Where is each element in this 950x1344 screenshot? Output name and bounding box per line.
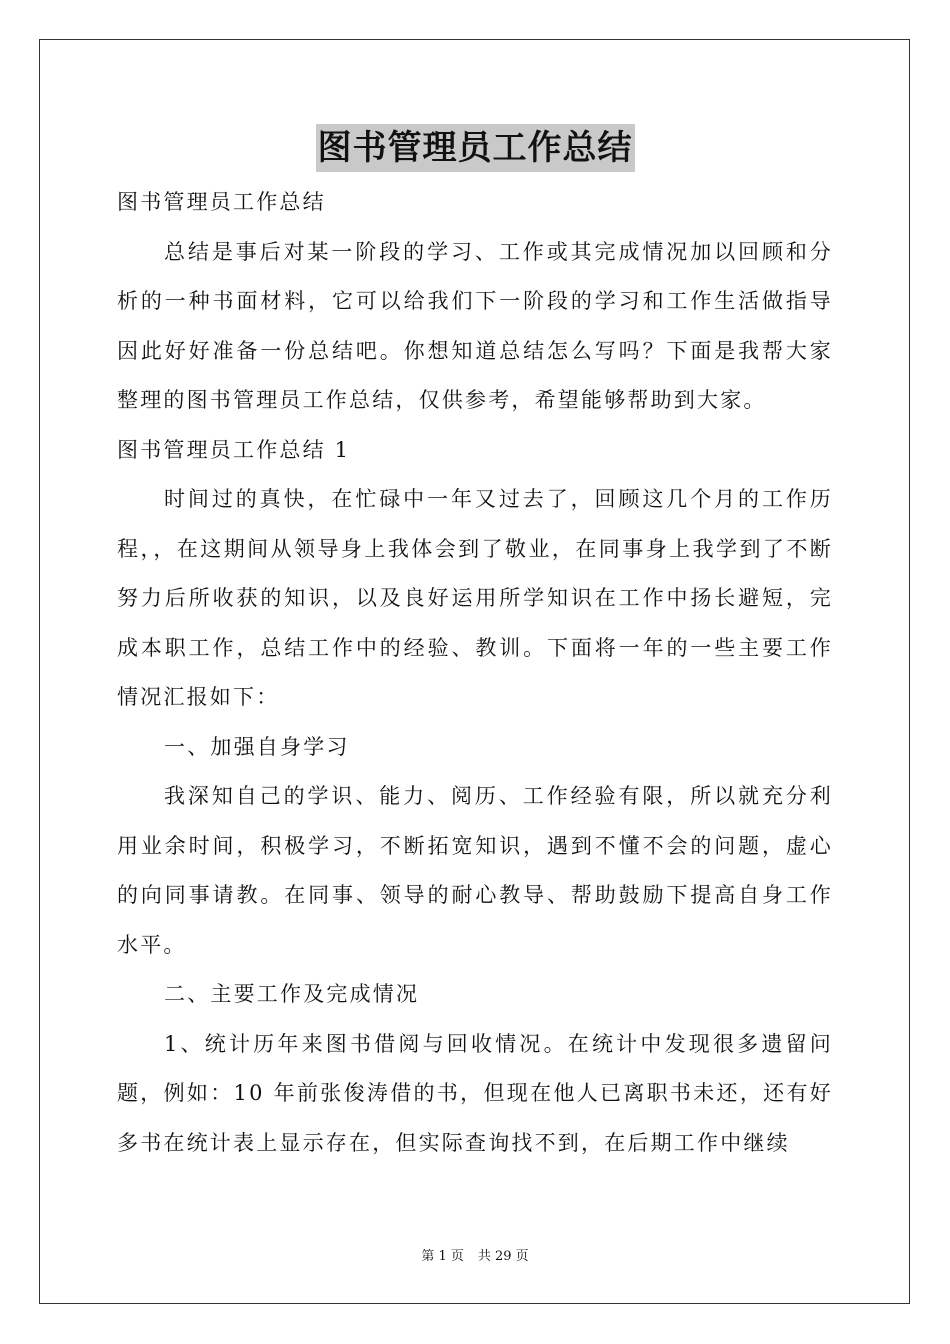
paragraph: 我深知自己的学识、能力、阅历、工作经验有限，所以就充分利用业余时间，积极学习，不断拓宽知识，遇到不懂不会的问题，虚心的向同事请教。在同事、领导的耐心教导、帮助鼓励下提高自身工作水平。: [117, 784, 833, 957]
paragraph: 1、统计历年来图书借阅与回收情况。在统计中发现很多遗留问题，例如：10 年前张俊涛借的书，但现在他人已离职书未还，还有好多书在统计表上显示存在，但实际查询找不到，在后期工作中继续: [117, 1031, 833, 1155]
total-pages: 共 29 页: [477, 1249, 529, 1264]
subsection-heading: 二、主要工作及完成情况: [164, 982, 420, 1006]
document-title: [0, 124, 950, 174]
current-page-number: 第 1 页: [421, 1249, 464, 1264]
section-heading: 图书管理员工作总结 1: [117, 437, 351, 462]
paragraph: 时间过的真快，在忙碌中一年又过去了，回顾这几个月的工作历程，，在这期间从领导身上我体会到了敬业，在同事身上我学到了不断努力后所收获的知识，以及良好运用所学知识在工作中扬长避短，完成本职工作，总结工作中的经验、教训。下面将一年的一些主要工作情况汇报如下：: [117, 487, 833, 709]
document-body: [117, 178, 833, 1168]
paragraph-heading: 图书管理员工作总结: [117, 190, 326, 214]
subsection-heading: 一、加强自身学习: [164, 734, 350, 759]
paragraph: 总结是事后对某一阶段的学习、工作或其完成情况加以回顾和分析的一种书面材料，它可以给我们下一阶段的学习和工作生活做指导因此好好准备一份总结吧。你想知道总结怎么写吗？下面是我帮大家整理的图书管理员工作总结，仅供参考，希望能够帮助到大家。: [117, 239, 833, 412]
document-title-text: 图书管理员工作总结: [316, 124, 635, 172]
page-footer: [0, 1248, 950, 1266]
